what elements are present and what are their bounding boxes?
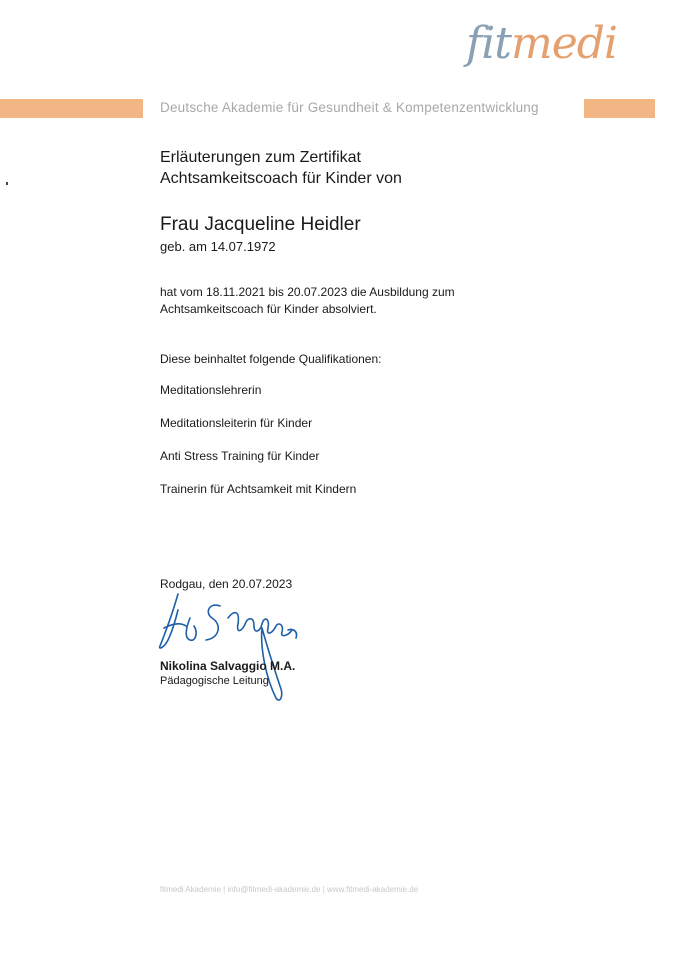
signatory-name: Nikolina Salvaggio M.A. [160, 659, 296, 673]
qualifications-intro: Diese beinhaltet folgende Qualifikationen: [160, 352, 382, 366]
signatory-role: Pädagogische Leitung [160, 675, 269, 687]
birth-date: geb. am 14.07.1972 [160, 239, 276, 254]
header-band-left [0, 99, 143, 118]
statement-line-2: Achtsamkeitscoach für Kinder absolviert. [160, 302, 377, 316]
qualification-item: Anti Stress Training für Kinder [160, 449, 320, 463]
person-name: Frau Jacqueline Heidler [160, 214, 361, 235]
title-line-2: Achtsamkeitscoach für Kinder von [160, 170, 402, 187]
logo-fit-text: fit [465, 18, 511, 69]
academy-name: Deutsche Akademie für Gesundheit & Kompetenzentwicklung [160, 100, 539, 115]
scan-mark [6, 182, 8, 185]
qualification-item: Trainerin für Achtsamkeit mit Kindern [160, 482, 357, 496]
logo-medi-text: medi [511, 18, 617, 69]
qualification-item: Meditationsleiterin für Kinder [160, 416, 313, 430]
place-date: Rodgau, den 20.07.2023 [160, 577, 293, 591]
statement-line-1: hat vom 18.11.2021 bis 20.07.2023 die Ausbildung zum [160, 285, 455, 299]
handwritten-signature [150, 588, 310, 713]
fitmedi-logo [465, 18, 617, 69]
header-band-right [584, 99, 655, 118]
footer-contact: fitmedi Akademie | info@fitmedi-akademie.de | www.fitmedi-akademie.de [160, 885, 419, 894]
title-line-1: Erläuterungen zum Zertifikat [160, 149, 361, 166]
qualification-item: Meditationslehrerin [160, 383, 262, 397]
